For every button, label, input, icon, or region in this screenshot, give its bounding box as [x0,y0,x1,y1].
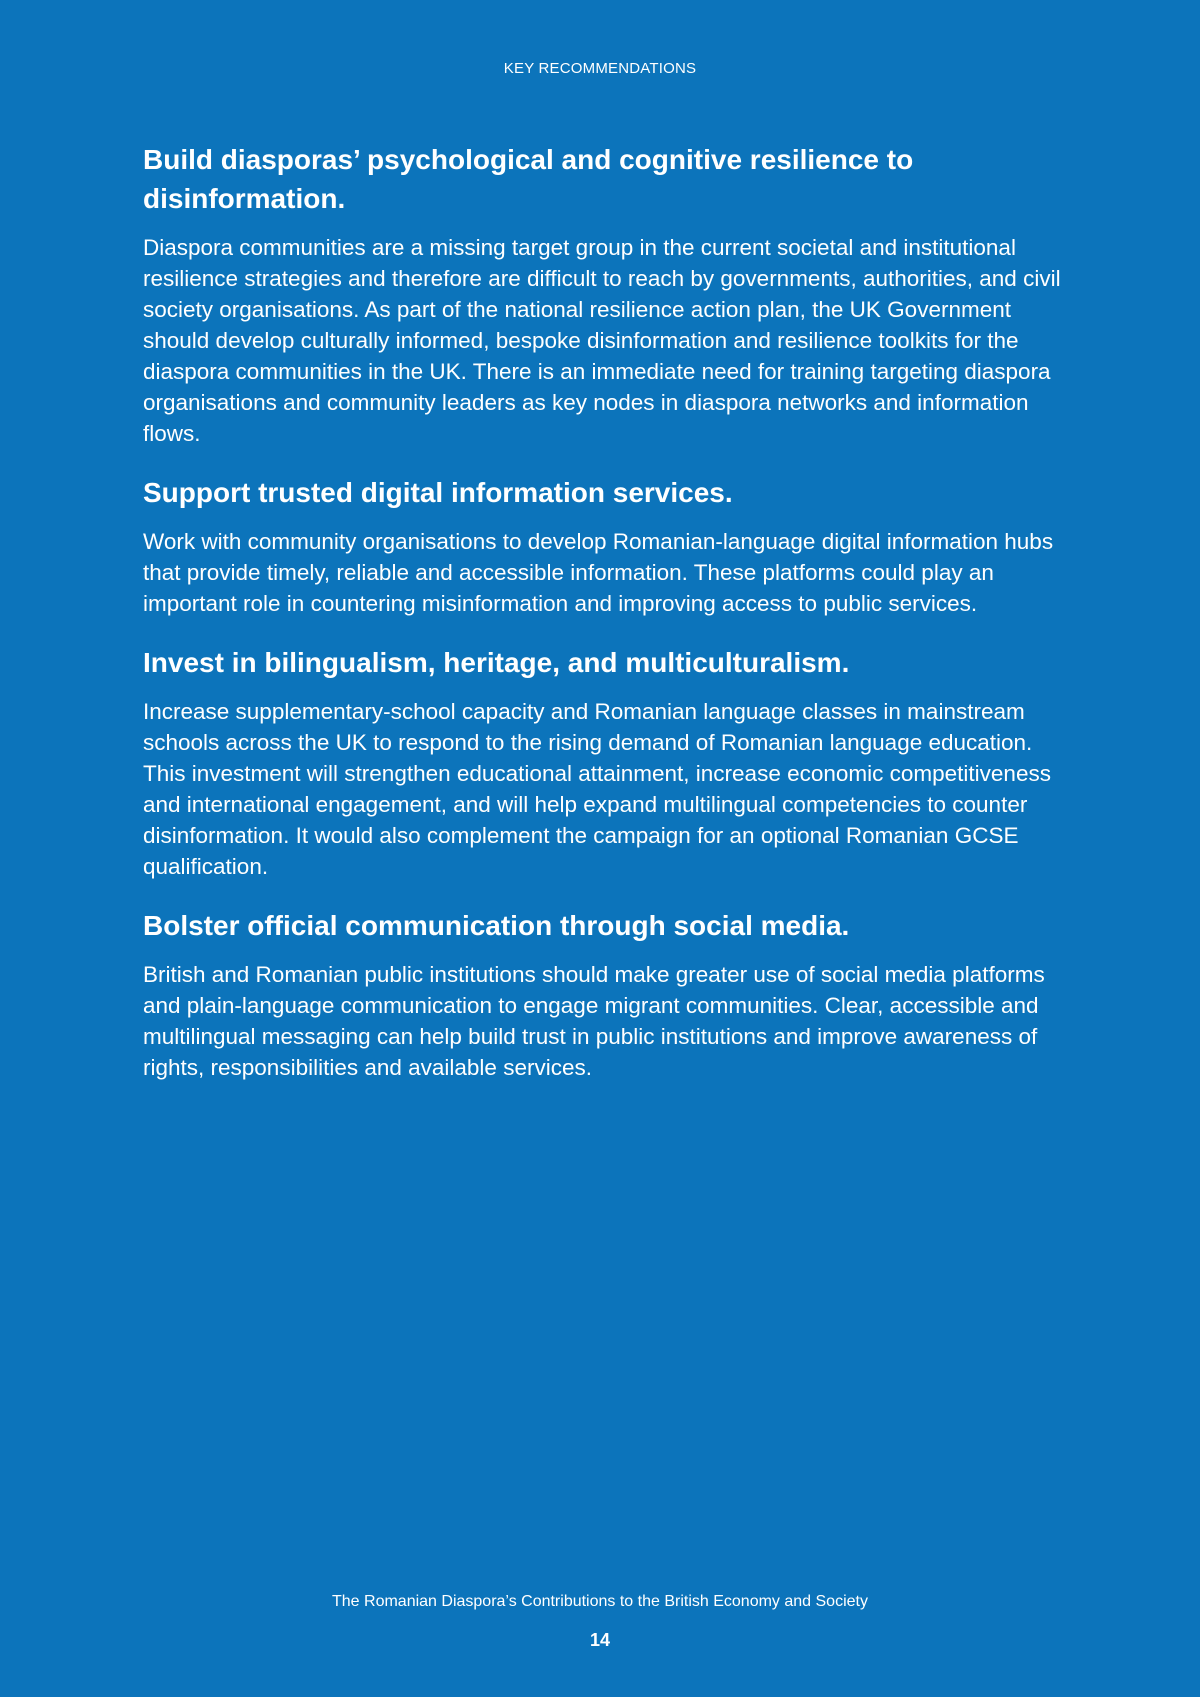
recommendation-section [143,906,1073,1083]
recommendation-section [143,140,1073,449]
page-number: 14 [589,1630,611,1650]
main-content [143,140,1073,1107]
section-body: Increase supplementary-school capacity and Romanian language classes in mainstream schools across the UK to respond to the rising demand of Romanian language education. This investment will strengthen educational attainment, increase economic competitiveness and international engagement, and will help expand multilingual competencies to counter disinformation. It would also complement the campaign for an optional Romanian GCSE qualification. [143,699,1051,879]
section-body: Diaspora communities are a missing target group in the current societal and institutional resilience strategies and therefore are difficult to reach by governments, authorities, and civil society organisations. As part of the national resilience action plan, the UK Government should develop culturally informed, bespoke disinformation and resilience toolkits for the diaspora communities in the UK. There is an immediate need for training targeting diaspora organisations and community leaders as key nodes in diaspora networks and information flows. [143,235,1061,446]
recommendation-section [143,643,1073,882]
section-body: British and Romanian public institutions should make greater use of social media platforms and plain-language communication to engage migrant communities. Clear, accessible and multilingual messaging can help build trust in public institutions and improve awareness of rights, responsibilities and available services. [143,962,1045,1080]
section-heading: Bolster official communication through social media. [143,910,850,941]
footer-document-title: The Romanian Diaspora’s Contributions to the British Economy and Society [332,1593,868,1610]
section-heading: Support trusted digital information services. [143,477,733,508]
section-heading: Invest in bilingualism, heritage, and multiculturalism. [143,647,850,678]
running-header: KEY RECOMMENDATIONS [503,60,697,77]
section-heading: Build diasporas’ psychological and cognitive resilience to disinformation. [143,144,914,214]
recommendation-section [143,473,1073,619]
section-body: Work with community organisations to develop Romanian-language digital information hubs that provide timely, reliable and accessible information. These platforms could play an important role in countering misinformation and improving access to public services. [143,529,1054,616]
